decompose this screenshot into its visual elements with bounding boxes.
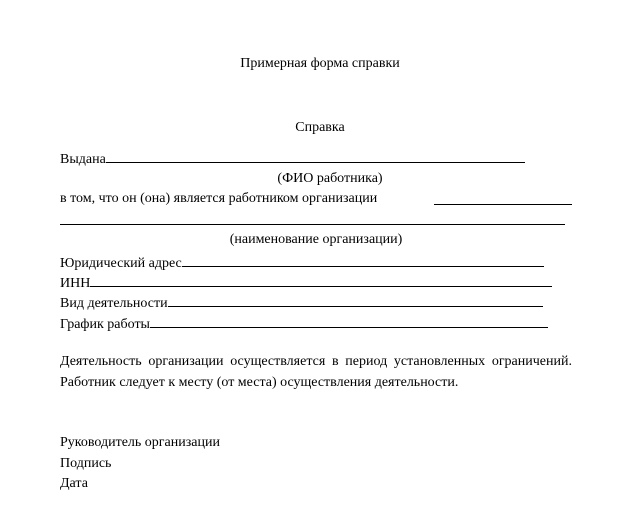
employee-statement: в том, что он (она) является работником организации	[60, 191, 378, 206]
issued-to-label: Выдана	[60, 152, 106, 167]
issued-to-blank	[106, 148, 525, 163]
field-legal-address	[60, 252, 544, 273]
employee-statement-line	[60, 190, 377, 208]
form-title: Примерная форма справки	[240, 56, 400, 71]
field-inn	[60, 272, 552, 293]
fio-caption: (ФИО работника)	[277, 171, 383, 186]
field-schedule	[60, 313, 548, 334]
issued-to-line	[60, 148, 525, 169]
field-blank	[90, 272, 552, 287]
field-label: Юридический адрес	[60, 256, 182, 271]
organization-blank-end	[434, 190, 572, 205]
signature-sign: Подпись	[60, 456, 112, 471]
document-title: Справка	[295, 120, 345, 135]
org-name-caption: (наименование организации)	[229, 232, 403, 247]
field-label: Вид деятельности	[60, 296, 168, 311]
field-label: ИНН	[60, 276, 91, 291]
field-label: График работы	[60, 317, 150, 332]
signature-head: Руководитель организации	[60, 435, 220, 450]
field-activity	[60, 292, 543, 313]
field-blank	[182, 252, 544, 267]
field-blank	[168, 292, 543, 307]
signature-date: Дата	[60, 476, 88, 491]
organization-blank-line	[60, 210, 565, 225]
field-blank	[150, 313, 548, 328]
body-paragraph: Деятельность организации осуществляется в период установленных ограничений. Работник следует к месту (от места) осуществления деятельности.	[60, 354, 572, 390]
